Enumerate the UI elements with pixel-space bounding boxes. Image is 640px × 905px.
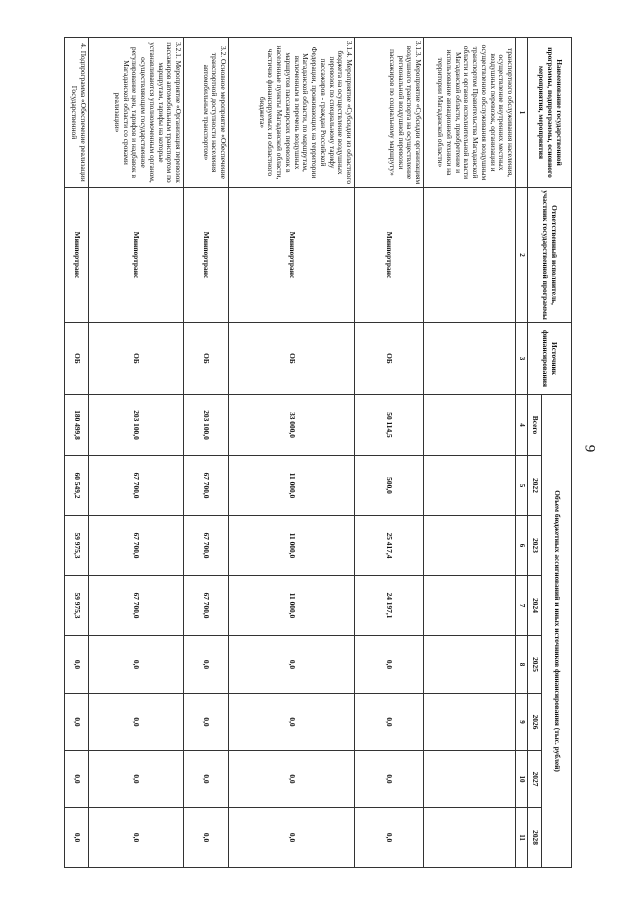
row-total: 180 499,8 <box>65 395 89 456</box>
row-source: ОБ <box>65 323 89 395</box>
header-year: 2024 <box>528 576 542 636</box>
column-number: 6 <box>516 516 528 576</box>
column-number: 5 <box>516 456 528 516</box>
row-value: 11 000,0 <box>229 576 355 636</box>
row-value: 0,0 <box>65 694 89 751</box>
header-executor: Ответственный исполнитель, участник государственной программы <box>528 188 572 323</box>
row-value: 0,0 <box>89 808 184 868</box>
row-total <box>424 395 516 456</box>
row-value: 67 700,0 <box>89 516 184 576</box>
row-source: ОБ <box>355 323 424 395</box>
row-source: ОБ <box>184 323 229 395</box>
row-value <box>424 808 516 868</box>
table-row <box>229 38 355 868</box>
column-number: 7 <box>516 576 528 636</box>
row-value: 60 549,2 <box>65 456 89 516</box>
column-number: 2 <box>516 188 528 323</box>
column-number: 11 <box>516 808 528 868</box>
row-executor: Минпортранс <box>184 188 229 323</box>
row-executor: Минпортранс <box>65 188 89 323</box>
header-name: Наименование государственной программы, подпрограммы, основного мероприятия, мероприятия <box>528 38 572 188</box>
row-executor: Минпортранс <box>229 188 355 323</box>
row-value: 67 700,0 <box>184 456 229 516</box>
row-value: 0,0 <box>229 636 355 694</box>
header-year: 2028 <box>528 808 542 868</box>
row-total: 50 114,5 <box>355 395 424 456</box>
row-name: транспортного обслуживания населения, осуществление внутренних местных воздушных перевозок, организации и осуществлению обслуживания воздушным транспортом Правительства Магаданской области и органов исполнительной власти Магаданской области, приобретение и использование авиационной техники на территории Магаданской области» <box>424 38 516 188</box>
row-value: 67 700,0 <box>184 576 229 636</box>
row-total: 203 100,0 <box>89 395 184 456</box>
funding-table <box>64 37 572 868</box>
row-value: 0,0 <box>229 751 355 808</box>
row-value: 0,0 <box>229 694 355 751</box>
row-value: 0,0 <box>355 751 424 808</box>
row-total: 33 000,0 <box>229 395 355 456</box>
header-year: 2027 <box>528 751 542 808</box>
row-executor <box>424 188 516 323</box>
column-number: 1 <box>516 38 528 188</box>
row-value: 67 700,0 <box>89 456 184 516</box>
row-value <box>424 694 516 751</box>
row-value: 0,0 <box>184 636 229 694</box>
row-name: 3.1.4. Мероприятие «Субсидии из областного бюджета на осуществление воздушных перевозок по специальному тарифу пассажиров - граждан Российской Федерации, проживающих на территории Магаданской области, по маршрутам, включенным в перечень воздушных маршрутов пассажирских перевозок в населенные пункты Магаданской области, частично финансируемых из областного бюджета» <box>229 38 355 188</box>
page-number: 9 <box>581 444 598 453</box>
column-number: 3 <box>516 323 528 395</box>
row-executor: Минпортранс <box>355 188 424 323</box>
row-value: 24 197,1 <box>355 576 424 636</box>
row-executor: Минпортранс <box>89 188 184 323</box>
row-source <box>424 323 516 395</box>
row-value: 59 975,3 <box>65 516 89 576</box>
table-row <box>89 38 184 868</box>
row-value: 0,0 <box>229 808 355 868</box>
column-number: 4 <box>516 395 528 456</box>
row-value: 0,0 <box>355 636 424 694</box>
header-year: 2025 <box>528 636 542 694</box>
row-total: 203 100,0 <box>184 395 229 456</box>
row-value: 0,0 <box>184 808 229 868</box>
row-value: 0,0 <box>355 808 424 868</box>
row-value <box>424 576 516 636</box>
row-value: 0,0 <box>184 751 229 808</box>
row-value: 67 700,0 <box>89 576 184 636</box>
row-value: 0,0 <box>89 636 184 694</box>
row-source: ОБ <box>229 323 355 395</box>
row-name: 4. Подпрограмма «Обеспечение реализации Государственной <box>65 38 89 188</box>
column-number: 9 <box>516 694 528 751</box>
row-source: ОБ <box>89 323 184 395</box>
table-row <box>355 38 424 868</box>
row-value: 67 700,0 <box>184 516 229 576</box>
table-row <box>424 38 516 868</box>
row-value <box>424 636 516 694</box>
header-total: Всего <box>528 395 542 456</box>
row-value: 59 975,3 <box>65 576 89 636</box>
row-value: 500,0 <box>355 456 424 516</box>
row-value: 0,0 <box>65 636 89 694</box>
header-year: 2023 <box>528 516 542 576</box>
row-value: 0,0 <box>65 808 89 868</box>
row-value: 11 000,0 <box>229 516 355 576</box>
row-name: 3.2.1. Мероприятие «Организация перевозок пассажиров автомобильным транспортом по маршрутам, тарифы на которые устанавливаются уполномоченным органом, осуществляющим государственное регулирование цен, тарифов и надбавок в Магаданской области со сроками реализации» <box>89 38 184 188</box>
row-value: 11 000,0 <box>229 456 355 516</box>
column-number: 10 <box>516 751 528 808</box>
column-number: 8 <box>516 636 528 694</box>
header-year: 2026 <box>528 694 542 751</box>
rotated-table-container <box>67 37 572 867</box>
row-name: 3.2. Основное мероприятие «Обеспечение транспортной доступности населения автомобильным транспортом» <box>184 38 229 188</box>
header-year: 2022 <box>528 456 542 516</box>
header-funding-group: Объем бюджетных ассигнований и иных источников финансирования (тыс. рублей) <box>542 395 572 868</box>
row-value <box>424 516 516 576</box>
row-name: 3.1.3. Мероприятие «Субсидии организациям воздушного транспорта на осуществление региональной воздушной перевозки пассажиров по социальному маршруту» <box>355 38 424 188</box>
row-value <box>424 751 516 808</box>
header-source: Источник финансирования <box>528 323 572 395</box>
row-value: 0,0 <box>89 694 184 751</box>
row-value: 0,0 <box>355 694 424 751</box>
row-value: 25 417,4 <box>355 516 424 576</box>
row-value: 0,0 <box>65 751 89 808</box>
row-value <box>424 456 516 516</box>
table-row <box>184 38 229 868</box>
table-row <box>65 38 89 868</box>
row-value: 0,0 <box>184 694 229 751</box>
row-value: 0,0 <box>89 751 184 808</box>
